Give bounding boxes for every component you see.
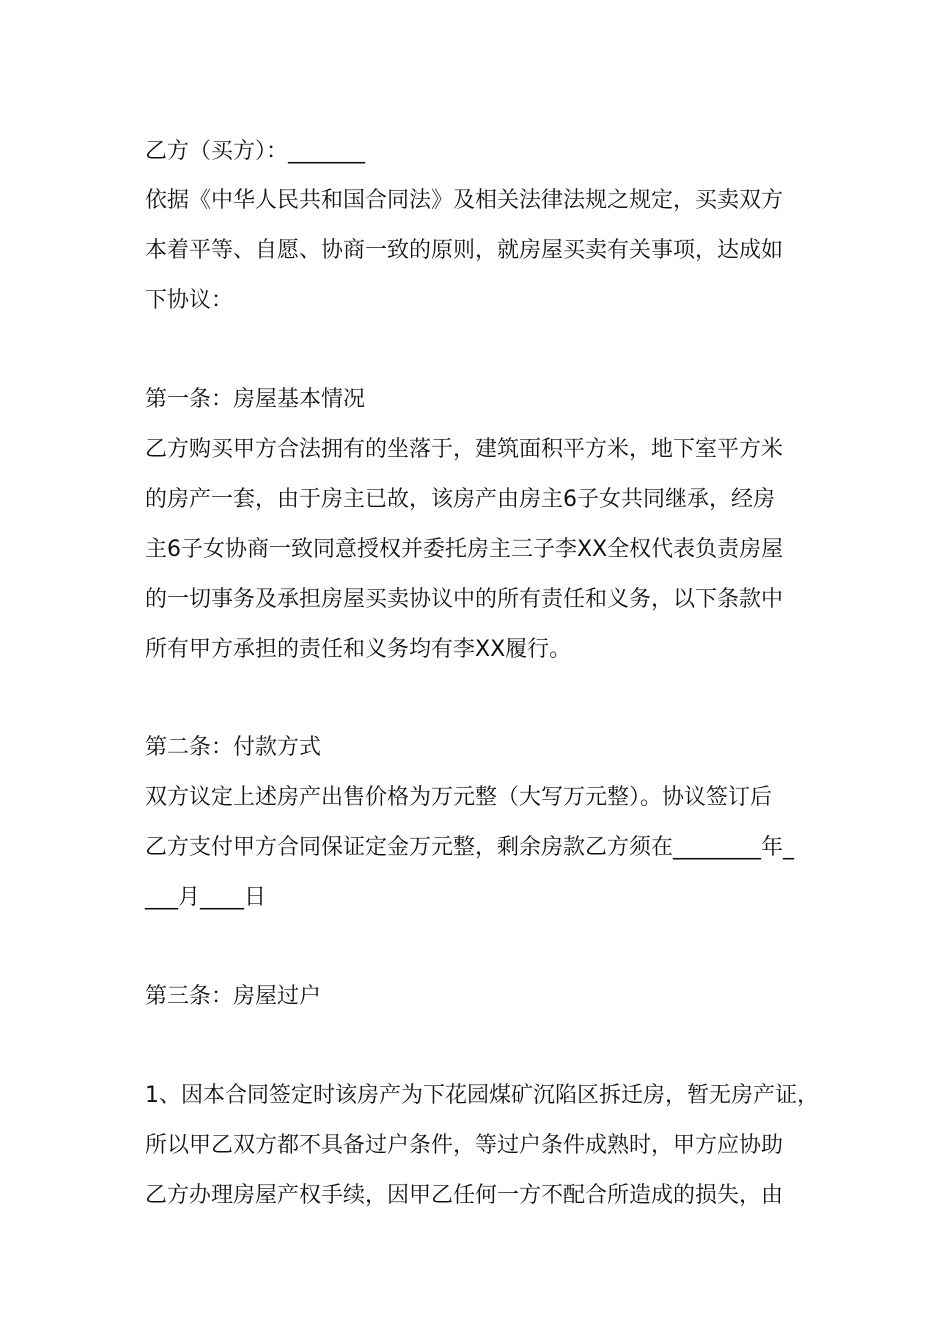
article1-line-5: 所有甲方承担的责任和义务均有李XX履行。 <box>145 637 572 662</box>
article2-line-2: 乙方支付甲方合同保证定金万元整，剩余房款乙方须在________年_ <box>145 835 795 860</box>
article1-line-4: 的一切事务及承担房屋买卖协议中的所有责任和义务，以下条款中 <box>145 587 784 612</box>
article1-line-3: 主6子女协商一致同意授权并委托房主三子李XX全权代表负责房屋 <box>145 537 784 562</box>
article1-title: 第一条：房屋基本情况 <box>145 387 366 412</box>
intro-line-2: 本着平等、自愿、协商一致的原则，就房屋买卖有关事项，达成如 <box>145 238 784 263</box>
article3-title: 第三条：房屋过户 <box>145 984 322 1009</box>
article2-line-3: ___月____日 <box>145 885 267 910</box>
article2-title: 第二条：付款方式 <box>145 735 322 760</box>
article3-line-1: 1、因本合同签定时该房产为下花园煤矿沉陷区拆迁房，暂无房产证， <box>145 1083 819 1108</box>
intro-line-3: 下协议： <box>145 288 234 313</box>
intro-line-1: 依据《中华人民共和国合同法》及相关法律法规之规定，买卖双方 <box>145 188 784 213</box>
article1-line-2: 的房产一套，由于房主已故，该房产由房主6子女共同继承，经房 <box>145 487 775 512</box>
article3-line-2: 所以甲乙双方都不具备过户条件，等过户条件成熟时，甲方应协助 <box>145 1133 784 1158</box>
article3-line-3: 乙方办理房屋产权手续，因甲乙任何一方不配合所造成的损失，由 <box>145 1183 784 1208</box>
party-b-line: 乙方（买方）：_______ <box>145 139 366 164</box>
article1-line-1: 乙方购买甲方合法拥有的坐落于，建筑面积平方米，地下室平方米 <box>145 437 784 462</box>
article2-line-1: 双方议定上述房产出售价格为万元整（大写万元整）。协议签订后 <box>145 785 773 810</box>
